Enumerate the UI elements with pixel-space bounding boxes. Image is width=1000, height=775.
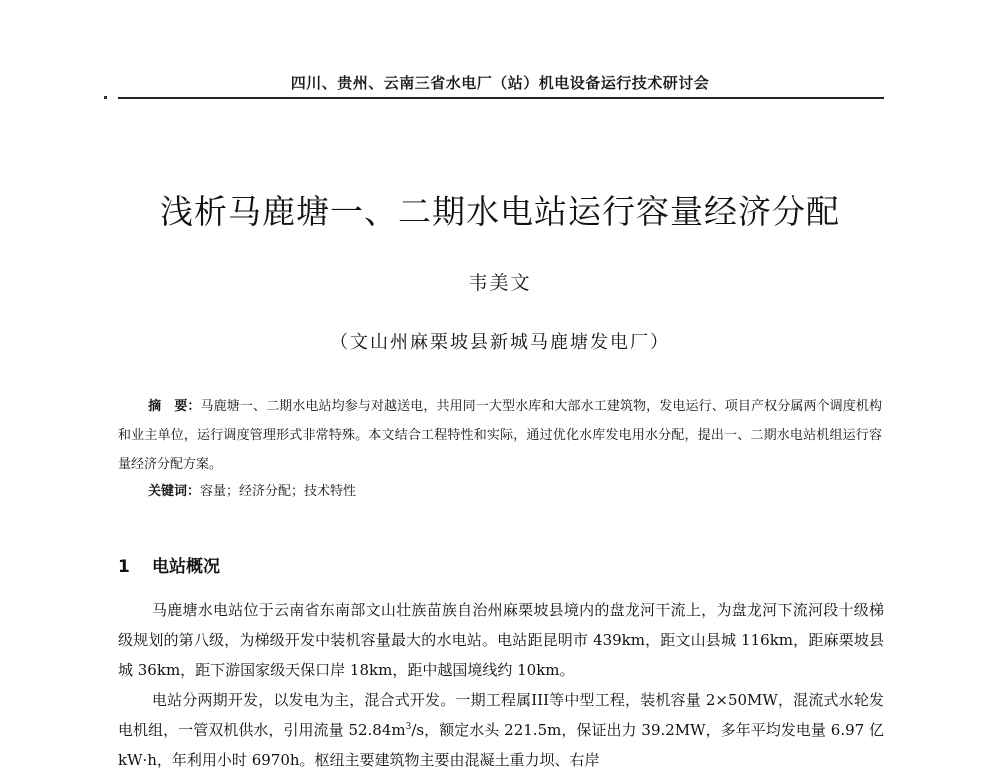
body-paragraph-1: 马鹿塘水电站位于云南省东南部文山壮族苗族自治州麻栗坡县境内的盘龙河干流上，为盘龙河下流河段十级梯级规划的第八级，为梯级开发中装机容量最大的水电站。电站距昆明市 439km，距文山县城 116km，距麻栗坡县城 36km，距下游国家级天保口岸 18km，距中越国境线约 10km。 xyxy=(118,601,884,679)
superscript-3: 3 xyxy=(405,722,412,732)
keywords-label: 关键词： xyxy=(148,484,201,499)
section-body xyxy=(118,595,884,775)
body-paragraph-2-part-a: 电站分两期开发，以发电为主，混合式开发。一期工程属III等中型工程，装机容量 2×50MW，混流式水轮发电机组，一管双机供水，引用流量 52.84m xyxy=(118,691,884,739)
author-name: 韦美文 xyxy=(468,272,532,294)
abstract xyxy=(118,392,882,479)
header-rule xyxy=(118,97,884,99)
section-title: 电站概况 xyxy=(152,557,220,577)
header-rule-dot xyxy=(104,96,107,99)
body-paragraph-2 xyxy=(118,685,884,775)
author-affiliation: （文山州麻栗坡县新城马鹿塘发电厂） xyxy=(330,332,670,353)
keywords xyxy=(148,480,882,504)
keywords-text: 容量；经济分配；技术特性 xyxy=(200,484,357,499)
running-header: 四川、贵州、云南三省水电厂（站）机电设备运行技术研讨会 xyxy=(290,74,710,92)
section-number: 1 xyxy=(118,557,130,577)
body-paragraph-2-part-b: /s，额定水头 221.5m，保证出力 39.2MW，多年平均发电量 6.97 亿 kW·h，年利用小时 6970h。枢纽主要建筑物主要由混凝土重力坝、右岸 xyxy=(118,721,884,769)
section-heading xyxy=(118,552,882,577)
paper-title: 浅析马鹿塘一、二期水电站运行容量经济分配 xyxy=(160,192,840,231)
abstract-label: 摘 要： xyxy=(148,399,201,414)
abstract-text: 马鹿塘一、二期水电站均参与对越送电，共用同一大型水库和大部水工建筑物，发电运行、项目产权分属两个调度机构和业主单位，运行调度管理形式非常特殊。本文结合工程特性和实际，通过优化水库发电用水分配，提出一、二期水电站机组运行容量经济分配方案。 xyxy=(118,399,882,472)
